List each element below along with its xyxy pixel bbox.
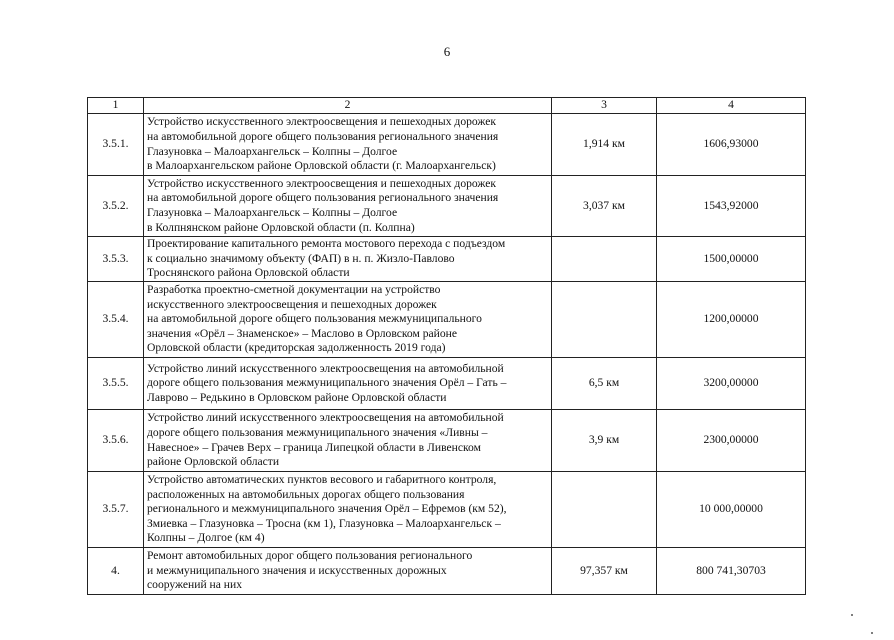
description-line: Устройство линий искусственного электроосвещения на автомобильной <box>147 411 504 425</box>
item-length-cell <box>552 472 657 548</box>
description-line: Троснянского района Орловской области <box>147 266 350 280</box>
description-line: регионального и межмуниципального значения Орёл – Ефремов (км 52), <box>147 502 507 516</box>
description-line: на автомобильной дороге общего пользования регионального значения <box>147 129 499 143</box>
scan-speck <box>871 632 873 634</box>
table-row <box>88 114 806 176</box>
item-description-cell <box>144 114 552 176</box>
item-number-cell: 3.5.6. <box>88 410 144 472</box>
description-line: значения «Орёл – Знаменское» – Маслово в Орловском районе <box>147 326 458 340</box>
description-line: к социально значимому объекту (ФАП) в н. п. Жизло-Павлово <box>147 251 455 265</box>
table-row <box>88 282 806 358</box>
item-number-cell: 3.5.2. <box>88 176 144 237</box>
item-amount-cell: 1500,00000 <box>657 237 806 282</box>
item-number-cell: 3.5.7. <box>88 472 144 548</box>
description-line: в Колпнянском районе Орловской области (п. Колпна) <box>147 220 415 234</box>
description-line: дороге общего пользования межмуниципального значения «Ливны – <box>147 425 488 439</box>
description-line: искусственного электроосвещения и пешеходных дорожек <box>147 297 437 311</box>
scan-speck <box>851 614 853 616</box>
item-number-cell: 3.5.1. <box>88 114 144 176</box>
description-line: дороге общего пользования межмуниципального значения Орёл – Гать – <box>147 376 507 390</box>
description-line: Глазуновка – Малоархангельск – Колпны – Долгое <box>147 144 398 158</box>
item-description-cell <box>144 237 552 282</box>
item-length-cell: 97,357 км <box>552 548 657 595</box>
description-line: Разработка проектно-сметной документации на устройство <box>147 283 441 297</box>
description-line: сооружений на них <box>147 578 242 592</box>
item-amount-cell: 1606,93000 <box>657 114 806 176</box>
item-description-cell <box>144 472 552 548</box>
item-description-cell <box>144 176 552 237</box>
description-line: Навесное» – Грачев Верх – граница Липецкой области в Ливенском <box>147 440 481 454</box>
table-row <box>88 472 806 548</box>
table-header-row <box>88 98 806 114</box>
program-table <box>87 97 806 595</box>
item-amount-cell: 10 000,00000 <box>657 472 806 548</box>
page-number: 6 <box>443 44 451 59</box>
item-description-cell <box>144 358 552 410</box>
item-number-cell: 3.5.5. <box>88 358 144 410</box>
item-number-cell: 3.5.3. <box>88 237 144 282</box>
header-cell-1: 1 <box>88 98 144 114</box>
description-line: на автомобильной дороге общего пользования межмуниципального <box>147 312 482 326</box>
table-row <box>88 410 806 472</box>
item-number-cell: 3.5.4. <box>88 282 144 358</box>
description-line: Змиевка – Глазуновка – Тросна (км 1), Глазуновка – Малоархангельск – <box>147 516 501 530</box>
table-row <box>88 548 806 595</box>
item-length-cell <box>552 282 657 358</box>
description-line: Проектирование капитального ремонта мостового перехода с подъездом <box>147 237 506 251</box>
description-line: Глазуновка – Малоархангельск – Колпны – Долгое <box>147 206 398 219</box>
item-amount-cell: 2300,00000 <box>657 410 806 472</box>
header-cell-3: 3 <box>552 98 657 114</box>
item-amount-cell: 1200,00000 <box>657 282 806 358</box>
item-description-cell <box>144 282 552 358</box>
description-line: Лаврово – Редькино в Орловском районе Орловской области <box>147 390 447 404</box>
item-length-cell: 1,914 км <box>552 114 657 176</box>
description-line: Колпны – Долгое (км 4) <box>147 531 265 545</box>
description-line: и межмуниципального значения и искусственных дорожных <box>147 563 447 577</box>
item-length-cell <box>552 237 657 282</box>
table-row <box>88 358 806 410</box>
table-row <box>88 176 806 237</box>
item-length-cell: 6,5 км <box>552 358 657 410</box>
header-cell-4: 4 <box>657 98 806 114</box>
item-description-cell <box>144 548 552 595</box>
description-line: в Малоархангельском районе Орловской области (г. Малоархангельск) <box>147 159 496 173</box>
description-line: Устройство искусственного электроосвещения и пешеходных дорожек <box>147 115 497 129</box>
table-body <box>88 98 806 595</box>
item-amount-cell: 800 741,30703 <box>657 548 806 595</box>
description-line: Устройство искусственного электроосвещения и пешеходных дорожек <box>147 176 497 190</box>
description-line: Ремонт автомобильных дорог общего пользования регионального <box>147 549 473 563</box>
item-number-cell: 4. <box>88 548 144 595</box>
item-length-cell: 3,037 км <box>552 176 657 237</box>
description-line: Устройство линий искусственного электроосвещения на автомобильной <box>147 361 504 375</box>
description-line: районе Орловской области <box>147 455 280 469</box>
description-line: Орловской области (кредиторская задолженность 2019 года) <box>147 341 446 355</box>
item-amount-cell: 1543,92000 <box>657 176 806 237</box>
item-amount-cell: 3200,00000 <box>657 358 806 410</box>
description-line: расположенных на автомобильных дорогах общего пользования <box>147 487 465 501</box>
item-length-cell: 3,9 км <box>552 410 657 472</box>
description-line: на автомобильной дороге общего пользования регионального значения <box>147 191 499 205</box>
description-line: Устройство автоматических пунктов весового и габаритного контроля, <box>147 473 497 487</box>
table-row <box>88 237 806 282</box>
item-description-cell <box>144 410 552 472</box>
header-cell-2: 2 <box>144 98 552 114</box>
